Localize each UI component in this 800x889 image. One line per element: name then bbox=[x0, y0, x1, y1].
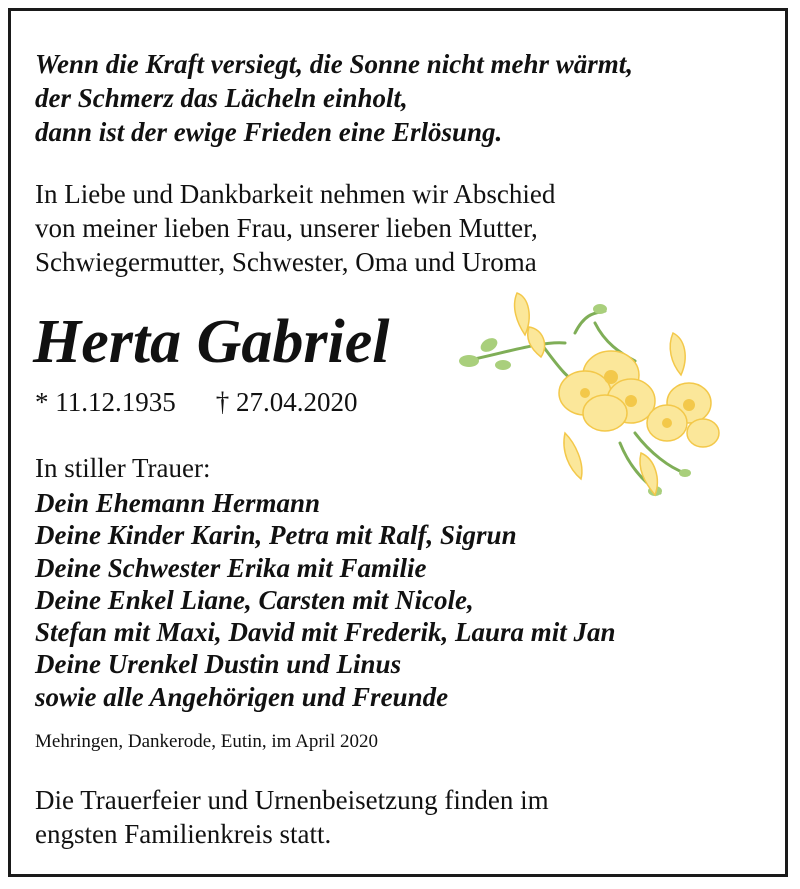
mourners-intro: In stiller Trauer: bbox=[35, 453, 211, 483]
life-dates bbox=[35, 385, 358, 419]
mourner-line: Stefan mit Maxi, David mit Frederik, Laura mit Jan bbox=[35, 617, 616, 648]
motto-line: dann ist der ewige Frieden eine Erlösung. bbox=[35, 117, 503, 147]
farewell-intro bbox=[35, 177, 555, 279]
funeral-line: Die Trauerfeier und Urnenbeisetzung finden im bbox=[35, 785, 549, 815]
obituary-notice bbox=[8, 8, 788, 877]
motto-line: Wenn die Kraft versiegt, die Sonne nicht mehr wärmt, bbox=[35, 49, 634, 79]
motto-line: der Schmerz das Lächeln einholt, bbox=[35, 83, 408, 113]
death-date: † 27.04.2020 bbox=[215, 387, 358, 417]
mourner-line: Dein Ehemann Hermann bbox=[35, 488, 321, 518]
intro-line: In Liebe und Dankbarkeit nehmen wir Abschied bbox=[35, 179, 556, 209]
mourners-list bbox=[35, 487, 616, 713]
mourner-line: Deine Urenkel Dustin und Linus bbox=[35, 649, 402, 680]
intro-line: von meiner lieben Frau, unserer lieben Mutter, bbox=[35, 213, 538, 243]
funeral-notice bbox=[35, 783, 549, 851]
deceased-name: Herta Gabriel bbox=[33, 308, 390, 376]
motto-verse bbox=[35, 47, 633, 149]
mourner-line: Deine Enkel Liane, Carsten mit Nicole, bbox=[35, 584, 474, 615]
birth-date: * 11.12.1935 bbox=[35, 387, 176, 417]
place-and-date: Mehringen, Dankerode, Eutin, im April 2020 bbox=[35, 731, 378, 752]
mourner-line: sowie alle Angehörigen und Freunde bbox=[35, 681, 449, 712]
freesia-flower-image bbox=[445, 283, 735, 513]
mourner-line: Deine Schwester Erika mit Familie bbox=[35, 552, 427, 583]
mourner-line: Deine Kinder Karin, Petra mit Ralf, Sigrun bbox=[35, 520, 517, 551]
intro-line: Schwiegermutter, Schwester, Oma und Uroma bbox=[35, 247, 537, 277]
funeral-line: engsten Familienkreis statt. bbox=[35, 819, 332, 849]
